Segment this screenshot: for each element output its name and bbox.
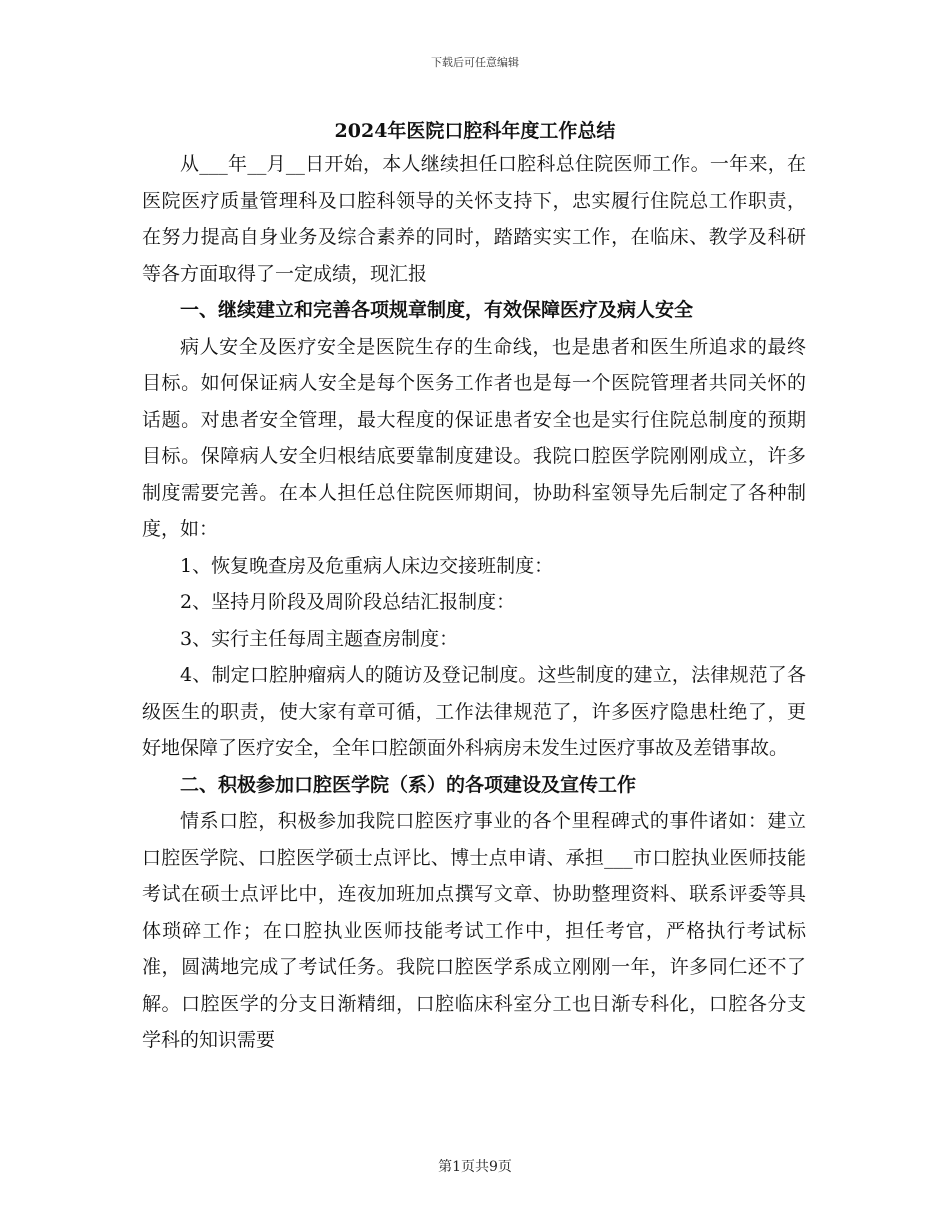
section-1-paragraph: 病人安全及医疗安全是医院生存的生命线，也是患者和医生所追求的最终目标。如何保证病人安全是每个医务工作者也是每一个医院管理者共同关怀的话题。对患者安全管理，最大程度的保证患者安全也是实行住院总制度的预期目标。保障病人安全归根结底要靠制度建设。我院口腔医学院刚刚成立，许多制度需要完善。在本人担任总住院医师期间，协助科室领导先后制定了各种制度，如： <box>142 335 806 540</box>
list-item-1: 1、恢复晚查房及危重病人床边交接班制度： <box>180 554 554 577</box>
document-title: 2024年医院口腔科年度工作总结 <box>334 120 616 142</box>
page-footer: 第1页共9页 <box>438 1159 512 1175</box>
list-item-4: 4、制定口腔肿瘤病人的随访及登记制度。这些制度的建立，法律规范了各级医生的职责，使大家有章可循，工作法律规范了，许多医疗隐患杜绝了，更好地保障了医疗安全，全年口腔颌面外科病房未发生过医疗事故及差错事故。 <box>142 664 806 759</box>
header-note: 下载后可任意编辑 <box>431 56 519 69</box>
intro-paragraph: 从___年__月__日开始，本人继续担任口腔科总住院医师工作。一年来，在医院医疗质量管理科及口腔科领导的关怀支持下，忠实履行住院总工作职责，在努力提高自身业务及综合素养的同时，踏踏实实工作，在临床、教学及科研等各方面取得了一定成绩，现汇报 <box>142 153 806 285</box>
section-heading-2: 二、积极参加口腔医学院（系）的各项建设及宣传工作 <box>180 773 637 796</box>
list-item-2: 2、坚持月阶段及周阶段总结汇报制度： <box>180 591 516 613</box>
section-2-paragraph: 情系口腔，积极参加我院口腔医疗事业的各个里程碑式的事件诸如：建立口腔医学院、口腔医学硕士点评比、博士点申请、承担___市口腔执业医师技能考试在硕士点评比中，连夜加班加点撰写文章、协助整理资料、联系评委等具体琐碎工作；在口腔执业医师技能考试工作中，担任考官，严格执行考试标准，圆满地完成了考试任务。我院口腔医学系成立刚刚一年，许多同仁还不了解。口腔医学的分支日渐精细，口腔临床科室分工也日渐专科化，口腔各分支学科的知识需要 <box>142 810 806 1051</box>
list-item-3: 3、实行主任每周主题查房制度： <box>180 627 459 650</box>
document-body <box>142 146 806 1059</box>
section-heading-1: 一、继续建立和完善各项规章制度，有效保障医疗及病人安全 <box>180 299 694 321</box>
